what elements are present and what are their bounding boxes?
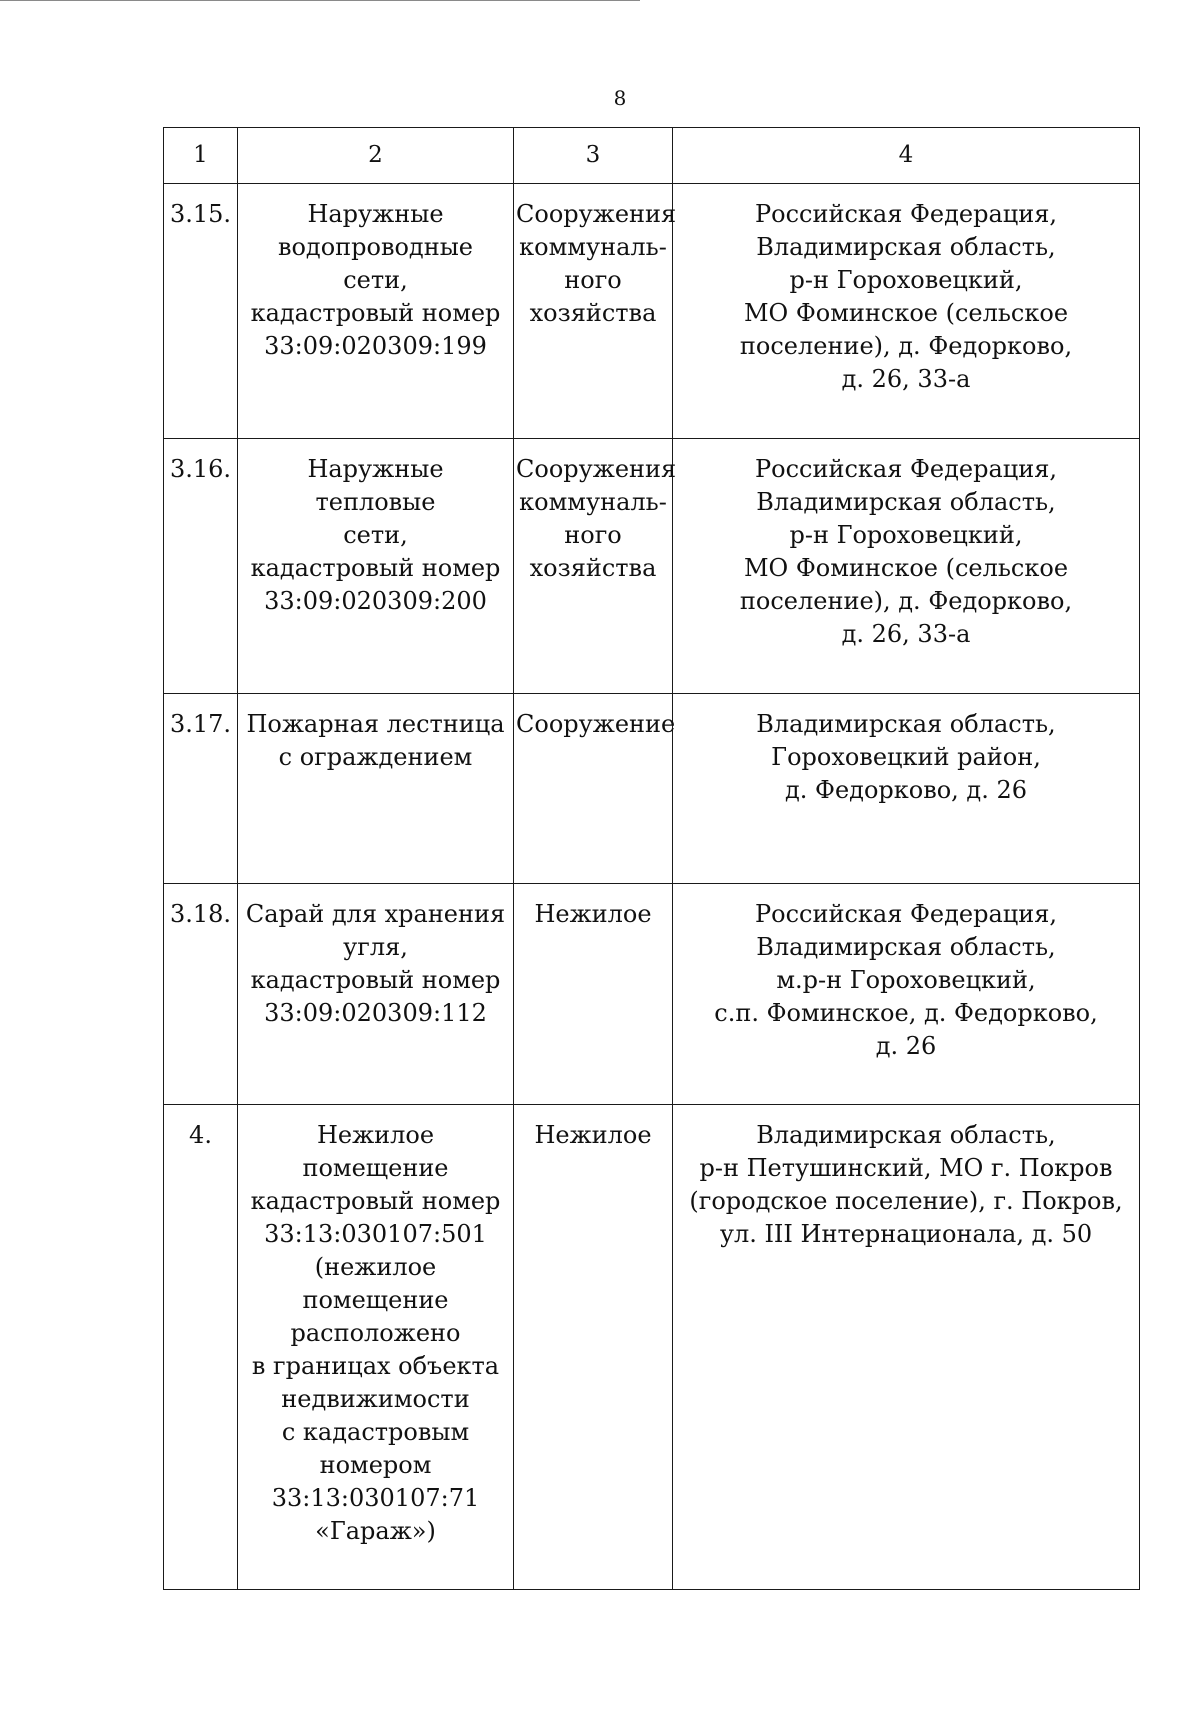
- row-number: 3.16.: [164, 439, 238, 694]
- page-top-rule: [0, 0, 640, 1]
- object-type: Нежилое: [514, 884, 673, 1105]
- object-address: Российская Федерация, Владимирская область, р-н Гороховецкий, МО Фоминское (сельское поселение), д. Федорково, д. 26, 33-а: [673, 439, 1140, 694]
- object-name: Наружные водопроводные сети, кадастровый номер 33:09:020309:199: [238, 184, 514, 439]
- object-address: Владимирская область, р-н Петушинский, МО г. Покров (городское поселение), г. Покров, ул. III Интернационала, д. 50: [673, 1105, 1140, 1590]
- row-number: 3.18.: [164, 884, 238, 1105]
- object-name: Нежилое помещение кадастровый номер 33:13:030107:501 (нежилое помещение расположено в границах объекта недвижимости с кадастровым номером 33:13:030107:71 «Гараж»): [238, 1105, 514, 1590]
- table-body: [164, 184, 1140, 1590]
- object-type: Нежилое: [514, 1105, 673, 1590]
- header-col-2: 2: [238, 128, 514, 184]
- row-number: 3.17.: [164, 694, 238, 884]
- object-type: Сооружения коммуналь- ного хозяйства: [514, 439, 673, 694]
- object-name: Пожарная лестница с ограждением: [238, 694, 514, 884]
- header-row: [164, 128, 1140, 184]
- header-col-1: 1: [164, 128, 238, 184]
- header-col-3: 3: [514, 128, 673, 184]
- header-col-4: 4: [673, 128, 1140, 184]
- object-address: Российская Федерация, Владимирская область, р-н Гороховецкий, МО Фоминское (сельское поселение), д. Федорково, д. 26, 33-а: [673, 184, 1140, 439]
- object-name: Наружные тепловые сети, кадастровый номер 33:09:020309:200: [238, 439, 514, 694]
- table-row: [164, 694, 1140, 884]
- page-number: 8: [613, 86, 627, 110]
- table-row: [164, 439, 1140, 694]
- object-type: Сооружения коммуналь- ного хозяйства: [514, 184, 673, 439]
- table-row: [164, 1105, 1140, 1590]
- row-number: 3.15.: [164, 184, 238, 439]
- object-address: Владимирская область, Гороховецкий район, д. Федорково, д. 26: [673, 694, 1140, 884]
- table-row: [164, 884, 1140, 1105]
- property-table: [163, 127, 1140, 1590]
- table-row: [164, 184, 1140, 439]
- object-name: Сарай для хранения угля, кадастровый номер 33:09:020309:112: [238, 884, 514, 1105]
- object-type: Сооружение: [514, 694, 673, 884]
- row-number: 4.: [164, 1105, 238, 1590]
- table-header: [164, 128, 1140, 184]
- object-address: Российская Федерация, Владимирская область, м.р-н Гороховецкий, с.п. Фоминское, д. Федорково, д. 26: [673, 884, 1140, 1105]
